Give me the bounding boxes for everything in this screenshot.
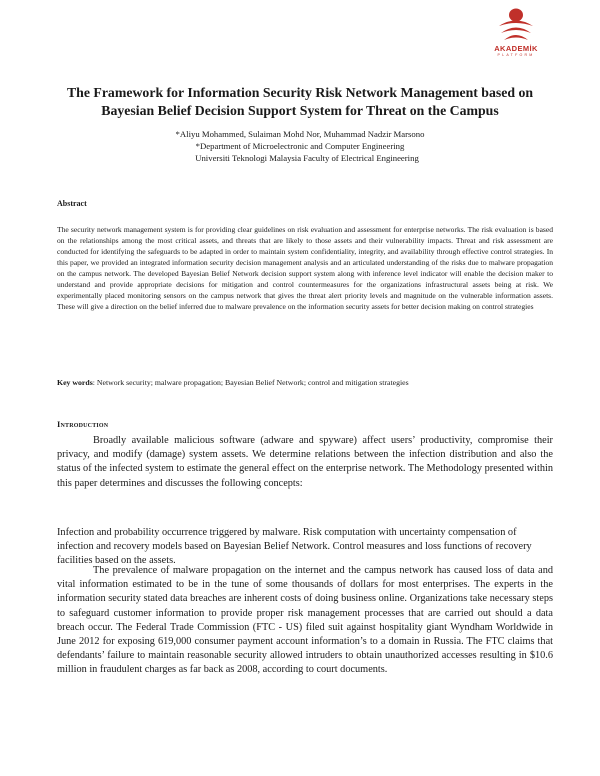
title-line-2: Bayesian Belief Decision Support System for Threat on the Campus bbox=[101, 103, 499, 118]
logo-subtitle: PLATFORM bbox=[497, 53, 535, 57]
introduction-heading: Introduction bbox=[57, 420, 109, 429]
keywords-label: Key words bbox=[57, 378, 93, 387]
keywords bbox=[57, 377, 553, 388]
authors: *Aliyu Mohammed, Sulaiman Mohd Nor, Muhammad Nadzir Marsono bbox=[175, 129, 425, 139]
intro-paragraph-2: Infection and probability occurrence triggered by malware. Risk computation with uncertainty compensation of infection and recovery models based on Bayesian Belief Network. Control measures and loss functions of recovery facilities based on the assets. bbox=[57, 527, 532, 567]
title-line-1: The Framework for Information Security Risk Network Management based on bbox=[66, 85, 534, 100]
affiliation-department: *Department of Microelectronic and Computer Engineering bbox=[195, 141, 405, 151]
affiliation-university: Universiti Teknologi Malaysia Faculty of Electrical Engineering bbox=[195, 153, 419, 163]
akademik-platform-logo bbox=[474, 6, 558, 62]
author-block bbox=[40, 128, 560, 164]
logo-name: AKADEMİK bbox=[494, 44, 538, 53]
paper-title bbox=[40, 84, 560, 120]
abstract-text: The security network management system is for providing clear guidelines on risk evaluation and assessment for enterprise networks. The risk evaluation is based on the relationships among the most critical assets, and threats that are likely to those assets and their vulnerability impacts. Threat and risk assessment are conducted for identifying the safeguards to be adapted in order to maintain system confidentiality, integrity, and availability through effective control strategies. In this paper, we provided an integrated information security decision management analysis and an articulated understanding of the risks due to malware propagation on the campus network. The developed Bayesian Belief Network decision support system along with inference level indicator will enable the decision maker to understand and provide appropriate decisions for mitigation and control countermeasures for the organizations infrastructural assets being at risk. We experimentally placed monitoring sensors on the campus network that gives the threat alert priority levels and magnitude on the vulnerable information assets. These will give a direction on the belief inferred due to malware prevalence on the information security assets for better decision making on control strategies bbox=[57, 225, 553, 311]
keywords-list: : Network security; malware propagation; Bayesian Belief Network; control and mitigation strategies bbox=[92, 378, 409, 387]
intro-paragraph-1: Broadly available malicious software (adware and spyware) affect users’ productivity, compromise their privacy, and modify (damage) system assets. We determine relations between the infection distribution and also the status of the infected system to estimate the general effect on the enterprise network. The Methodology presented within this paper determines and discusses the following concepts: bbox=[57, 435, 553, 489]
intro-paragraph-3: The prevalence of malware propagation on the internet and the campus network has caused loss of data and vital information estimated to be in the tune of some thousands of dollars for most enterprises. The experts in the information security stated data breaches are inherent costs of doing business online. Organizations take necessary steps to safeguard customer information to provide proper risk management processes that are carried out should a data breach occur. The Federal Trade Commission (FTC - US) filed suit against hospitality giant Wyndham Worldwide in June 2012 for exposing 619,000 consumer payment account information’s to a domain in Russia. The FTC claims that defendants’ failure to maintain reasonable security allowed intruders to obtain unauthorized accesses resulting in $10.6 million in fraudulent charges as far back as 2008, according to court documents. bbox=[57, 565, 553, 676]
akademik-emblem-icon bbox=[496, 6, 536, 44]
abstract-heading: Abstract bbox=[57, 199, 87, 208]
